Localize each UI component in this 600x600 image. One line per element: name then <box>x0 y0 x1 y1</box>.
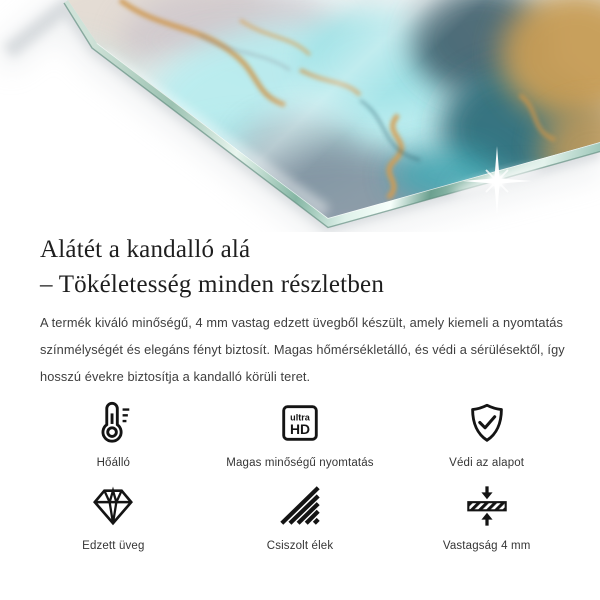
thickness-4mm-icon <box>464 481 510 531</box>
feature-grid <box>20 398 580 552</box>
feature-label: Hőálló <box>96 457 131 469</box>
shield-check-icon <box>464 398 510 448</box>
polished-edges-icon <box>277 481 323 531</box>
product-description: A termék kiváló minőségű, 4 mm vastag edzett üvegből készült, amely kiemeli a nyomtatás színmélységét és elegáns fényt biztosít. Magas hőmérsékletálló, és védi a sérülésektől, így hosszú évekre biztosítja a kandalló körüli teret. <box>40 315 565 384</box>
feature-label: Csiszolt élek <box>266 540 334 552</box>
feature-print-quality <box>207 398 394 469</box>
product-image <box>0 0 600 232</box>
feature-polished-edges <box>207 481 394 552</box>
feature-label: Edzett üveg <box>82 540 145 552</box>
feature-label: Védi az alapot <box>449 457 525 469</box>
diamond-icon <box>90 481 136 531</box>
feature-heat-resistant <box>20 398 207 469</box>
ultra-hd-icon-text-top: ultra <box>290 412 310 423</box>
thermometer-icon <box>90 398 136 448</box>
ultra-hd-icon <box>277 398 323 448</box>
feature-tempered-glass <box>20 481 207 552</box>
feature-protects-base <box>393 398 580 469</box>
feature-label: Magas minőségű nyomtatás <box>226 457 374 469</box>
glass-panel-art <box>0 0 600 232</box>
title-line-2: – Tökéletesség minden részletben <box>40 271 385 298</box>
title-line-1: Alátét a kandalló alá <box>40 236 251 263</box>
ultra-hd-icon-text-bottom: HD <box>289 421 311 438</box>
feature-label: Vastagság 4 mm <box>442 540 531 552</box>
page-title <box>40 232 384 302</box>
feature-thickness <box>393 481 580 552</box>
